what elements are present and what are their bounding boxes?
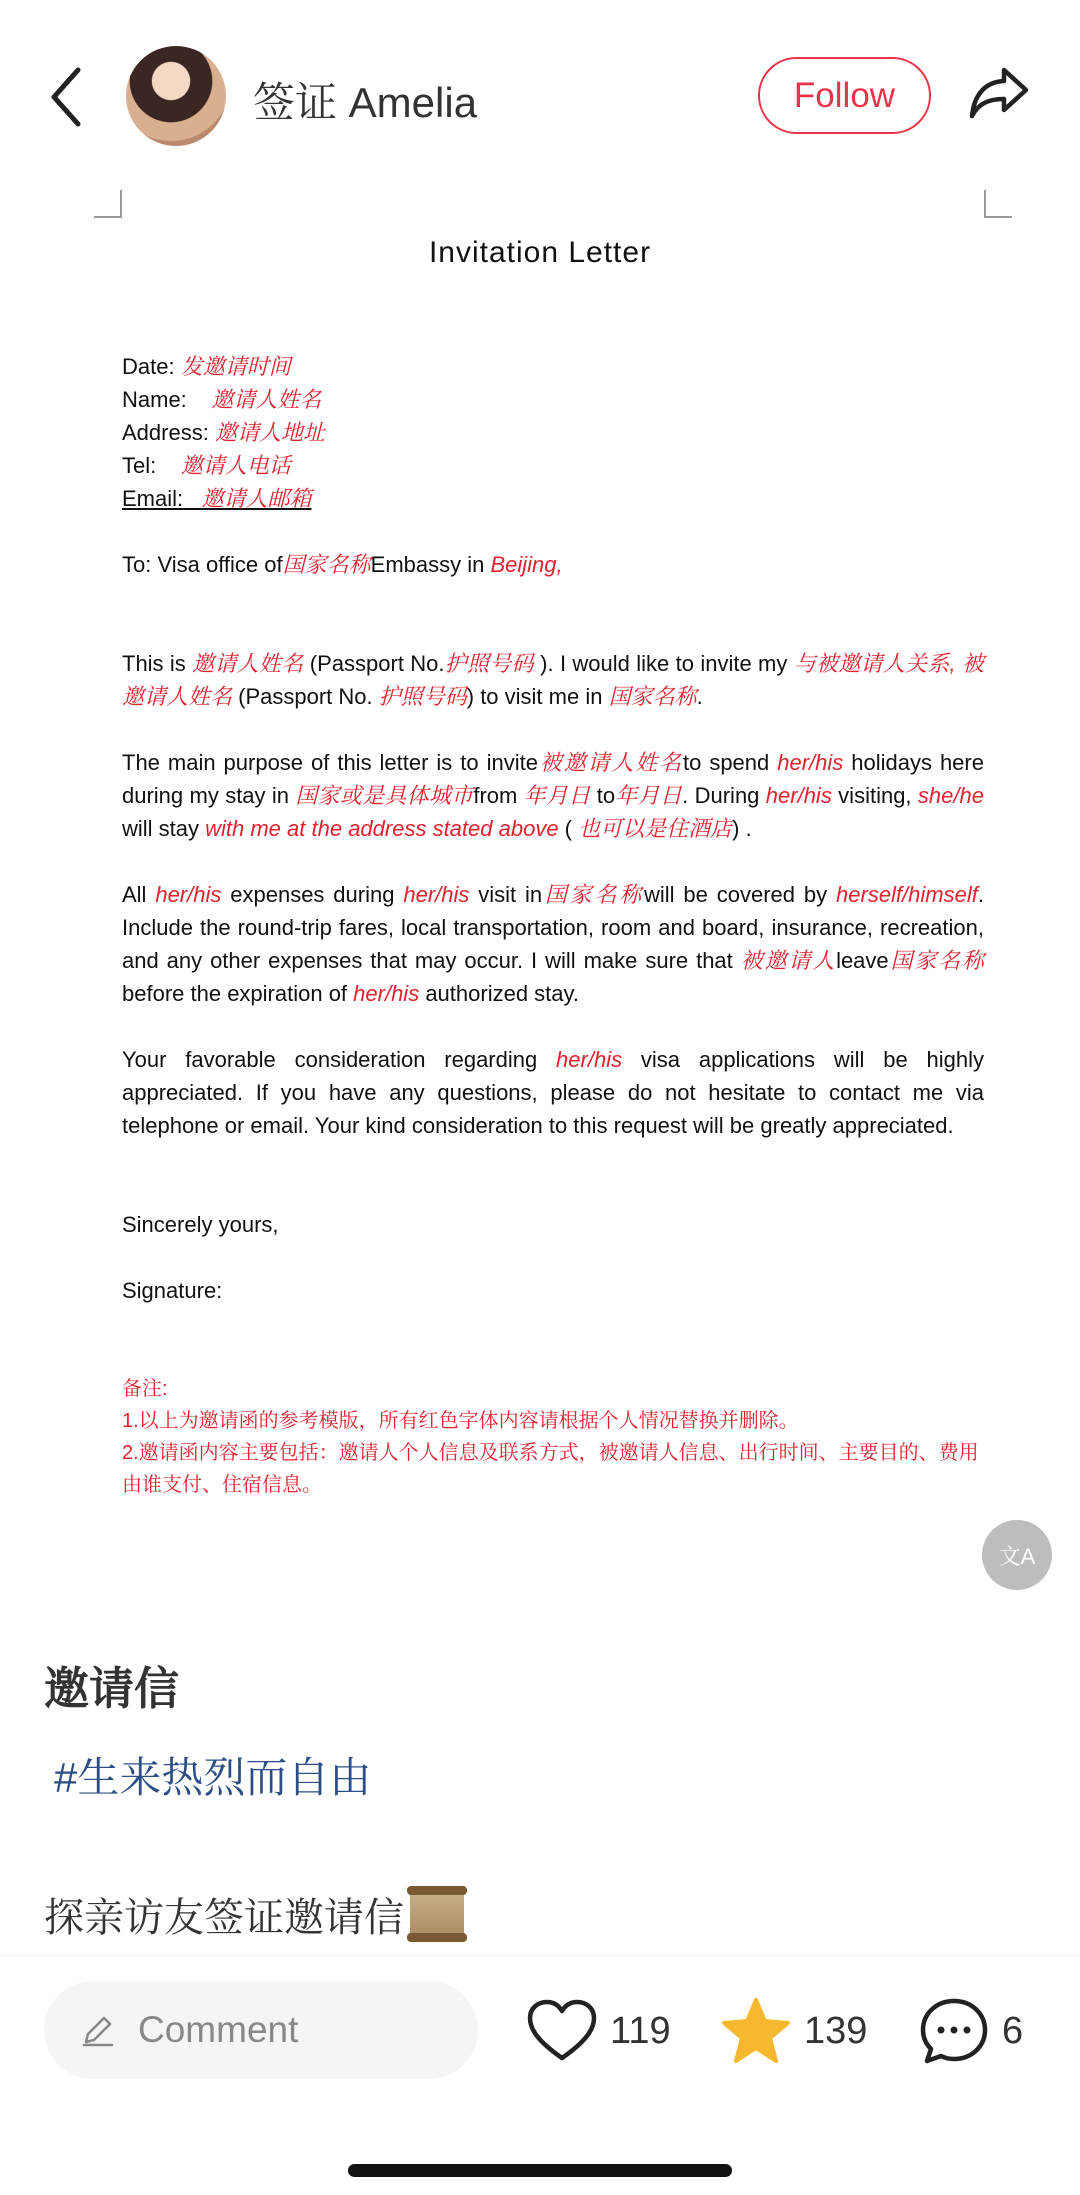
post-description: 探亲访友签证邀请信 xyxy=(44,1886,464,1943)
scroll-emoji-icon xyxy=(410,1889,464,1939)
paragraph-intro: This is 邀请人姓名 (Passport No.护照号码 ). I would like to invite my 与被邀请人关系, 被邀请人姓名 (Passport No. 护照号码) to visit me in 国家名称. xyxy=(122,651,984,709)
star-icon xyxy=(720,1996,792,2066)
heart-icon xyxy=(526,1998,598,2064)
hashtag-link[interactable]: #生来热烈而自由 xyxy=(54,1754,372,1801)
translate-icon: 文A xyxy=(998,1543,1036,1569)
crop-mark xyxy=(984,190,1012,218)
note-line-1: 1.以上为邀请函的参考模版，所有红色字体内容请根据个人情况替换并删除。 xyxy=(122,1410,799,1432)
translate-button[interactable] xyxy=(982,1520,1052,1590)
comment-placeholder: Comment xyxy=(138,2009,299,2050)
field-address: Address: 邀请人地址 xyxy=(122,420,325,445)
closing: Sincerely yours, xyxy=(122,1212,279,1237)
collect-button[interactable] xyxy=(720,1996,867,2066)
to-line: To: Visa office of国家名称Embassy in Beijing, xyxy=(122,552,563,577)
comment-count: 6 xyxy=(1002,2009,1024,2052)
author-name[interactable]: 签证 Amelia xyxy=(253,79,478,126)
chat-bubble-icon xyxy=(918,1996,990,2066)
comments-button[interactable] xyxy=(918,1996,1023,2066)
paragraph-expenses: All her/his expenses during her/his visit in国家名称will be covered by herself/himself. Include the round-trip fares, local transportation, room and board, insurance, recreation, and any other expenses that may occur. I will make sure that 被邀请人leave国家名称before the expiration of her/his authorized stay. xyxy=(122,882,984,1006)
paragraph-purpose: The main purpose of this letter is to invite被邀请人姓名to spend her/his holidays here during my stay in 国家或是具体城市from 年月日 to年月日. During her/his visiting, she/he will stay with me at the address stated above ( 也可以是住酒店) . xyxy=(122,750,984,841)
share-icon[interactable] xyxy=(966,60,1032,126)
avatar[interactable] xyxy=(126,46,226,146)
like-button[interactable] xyxy=(526,1996,671,2066)
top-bar xyxy=(0,0,1080,190)
field-date: Date: 发邀请时间 xyxy=(122,354,291,379)
letter-body xyxy=(122,350,984,1501)
star-count: 139 xyxy=(804,2009,868,2052)
comment-input[interactable] xyxy=(44,1981,478,2079)
field-name: Name: 邀请人姓名 xyxy=(122,387,322,412)
post-title: 邀请信 xyxy=(44,1663,180,1714)
back-arrow-icon[interactable] xyxy=(44,62,88,132)
crop-mark xyxy=(94,190,122,218)
letter-title: Invitation Letter xyxy=(428,236,652,269)
note-line-2: 2.邀请函内容主要包括：邀请人个人信息及联系方式，被邀请人信息、出行时间、主要目的、费用由谁支付、住宿信息。 xyxy=(122,1442,979,1496)
pencil-icon xyxy=(80,2012,116,2048)
field-email: Email: 邀请人邮箱 xyxy=(122,486,312,511)
invitation-letter-image[interactable] xyxy=(0,190,1080,1610)
signature-line: Signature: xyxy=(122,1278,223,1303)
note-title: 备注: xyxy=(122,1378,168,1400)
bottom-action-bar xyxy=(0,1955,1080,2195)
field-tel: Tel: 邀请人电话 xyxy=(122,453,291,478)
paragraph-consideration: Your favorable consideration regarding her/his visa applications will be highly appreciated. If you have any questions, please do not hesitate to contact me via telephone or email. Your kind consideration to this request will be greatly appreciated. xyxy=(122,1047,985,1138)
like-count: 119 xyxy=(610,2009,671,2052)
home-indicator[interactable] xyxy=(348,2164,732,2177)
follow-button[interactable]: Follow xyxy=(758,57,931,134)
